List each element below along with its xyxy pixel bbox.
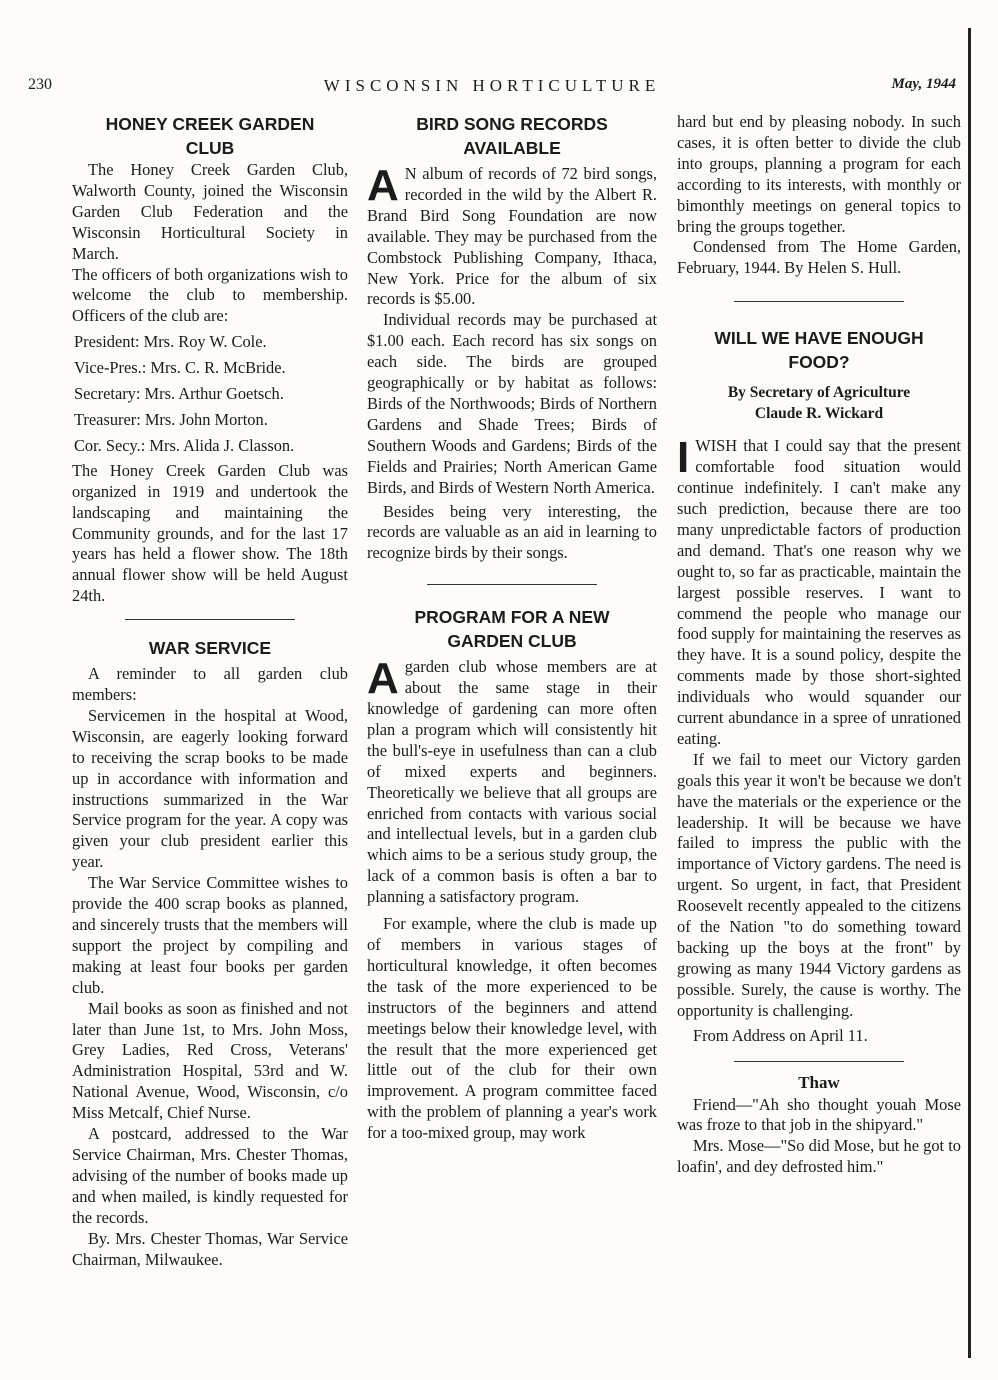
food-byline-2: Claude R. Wickard — [754, 405, 884, 423]
section-divider — [734, 1061, 904, 1062]
section-divider — [734, 301, 904, 302]
section-divider — [125, 619, 295, 620]
page-number: 230 — [28, 76, 52, 93]
honey-creek-title-1: HONEY CREEK GARDEN — [105, 114, 315, 134]
column-2 — [367, 112, 657, 1144]
thaw-p1: Friend—"Ah sho thought youah Mose was froze to that job in the shipyard." — [677, 1094, 961, 1135]
honey-creek-article — [72, 112, 348, 607]
program-p3: hard but end by pleasing nobody. In such cases, it is often better to divide the club into groups, planning a program for each according to its interests, with monthly or bimonthly meetings on general topics to bring the groups together. — [677, 112, 961, 236]
honey-creek-title-2: CLUB — [185, 138, 235, 158]
bird-song-p1-text: N album of records of 72 bird songs, recorded in the wild by the Albert R. Brand Bird Song Foundation are now available. They may be purchased from the Combstock Publishing Company, Ithaca, New York. Price for the album of six records is $5.00. — [367, 164, 657, 309]
program-article — [367, 605, 657, 1144]
drop-cap: A — [367, 161, 399, 210]
officer-vice-president: Vice-Pres.: Mrs. C. R. McBride. — [74, 358, 286, 378]
program-p1-text: garden club whose members are at about the same stage in their knowledge of gardening can more often plan a program which will consistently hit the bull's-eye in usefulness than can a club of mixed experts and beginners. Theoretically we believe that all groups are enriched from contacts with various social and intellectual levels, but in a garden club which aims to be a serious study group, the lack of a common basis is often a bar to planning a satisfactory program. — [367, 657, 657, 907]
food-credit: From Address on April 11. — [693, 1025, 868, 1045]
running-title: WISCONSIN HORTICULTURE — [323, 76, 661, 95]
honey-creek-p3: The Honey Creek Garden Club was organized in 1919 and undertook the landscaping and maintaining the Community grounds, and for the last 17 years has held a flower show. The 18th annual flower show will be held August 24th. — [72, 460, 348, 606]
food-title-1: WILL WE HAVE ENOUGH — [714, 328, 924, 349]
officer-president: President: Mrs. Roy W. Cole. — [74, 332, 267, 352]
officer-treasurer: Treasurer: Mrs. John Morton. — [74, 409, 268, 429]
column-3 — [677, 112, 961, 1178]
program-credit: Condensed from The Home Garden, February, 1944. By Helen S. Hull. — [677, 237, 961, 278]
bird-song-title-2: AVAILABLE — [463, 138, 561, 158]
war-service-p1: A reminder to all garden club members: — [72, 664, 348, 705]
war-service-p2: Servicemen in the hospital at Wood, Wisconsin, are eagerly looking forward to receiving the scrap books to be made up in accordance with information and instructions summarized in the War Service program for the year. A copy was given your club president earlier this year. — [72, 705, 348, 872]
food-article — [677, 326, 961, 1046]
war-service-title: WAR SERVICE — [148, 638, 272, 659]
food-p1 — [677, 433, 961, 750]
war-service-p5: A postcard, addressed to the War Service Chairman, Mrs. Chester Thomas, advising of the number of books made up and when mailed, is kindly requested for the records. — [72, 1124, 348, 1227]
program-title-1: PROGRAM FOR A NEW — [414, 607, 610, 628]
thaw-p2: Mrs. Mose—"So did Mose, but he got to loafin', and dey defrosted him." — [677, 1136, 961, 1177]
food-title-2: FOOD? — [788, 352, 850, 373]
right-margin-rule — [968, 28, 971, 1358]
section-divider — [427, 584, 597, 585]
honey-creek-p1: The Honey Creek Garden Club, Walworth County, joined the Wisconsin Garden Club Federation and the Wisconsin Horticultural Society in March. — [72, 160, 348, 263]
column-1 — [72, 112, 348, 1270]
issue-date: May, 1944 — [891, 76, 956, 92]
war-service-p3: The War Service Committee wishes to provide the 400 scrap books as planned, and sincerely trusts that the members will support the project by compiling and making at least four books per garden club. — [72, 873, 348, 997]
bird-song-title-1: BIRD SONG RECORDS — [416, 114, 608, 134]
thaw-article — [677, 1072, 961, 1179]
war-service-p4: Mail books as soon as finished and not later than June 1st, to Mrs. John Moss, Grey Ladies, Red Cross, Veterans' Administration Hospital, 53rd and W. National Avenue, Wood, Wisconsin, c/o Miss Metcalf, Chief Nurse. — [72, 998, 348, 1123]
food-p1-text: WISH that I could say that the present comfortable food situation would continue indefinitely. I can't make any such prediction, because there are too many unpredictable factors of production and demand. That's one reason why we ought to, so far as practicable, maintain the largest possible reserves. I want to commend the people who manage our food supply for maintaining the reserves as they have. It is a sound policy, despite the comments made by those short-sighted individuals who would squander our current abundance in a spree of unrationed eating. — [677, 436, 961, 748]
bird-song-p2: Individual records may be purchased at $1.00 each. Each record has six songs on each side. The birds are grouped geographically or by habitat as follows: Birds of the Northwoods; Birds of Northern Gardens and Shade Trees; Birds of Southern Woods and Gardens; Birds of the Fields and Prairies; North American Game Birds, and Birds of Western North America. — [367, 310, 657, 497]
bird-song-p1 — [367, 161, 657, 310]
officer-secretary: Secretary: Mrs. Arthur Goetsch. — [74, 384, 284, 404]
drop-cap: I — [677, 433, 690, 483]
program-title-2: GARDEN CLUB — [447, 631, 577, 652]
page-header — [28, 76, 956, 98]
program-p2: For example, where the club is made up of members in various stages of horticultural knowledge, it often becomes the task of the more experienced to be instructors of the beginners and attend meetings below their knowledge level, with the result that the more experienced get little out of the club for their own improvement. A program committee faced with the problem of planning a year's work for a too-mixed group, may work — [367, 914, 657, 1143]
bird-song-p3: Besides being very interesting, the records are valuable as an aid in learning to recognize birds by their songs. — [367, 501, 657, 563]
war-service-article — [72, 636, 348, 1270]
drop-cap: A — [367, 654, 399, 704]
thaw-title: Thaw — [798, 1072, 840, 1092]
program-p1 — [367, 654, 657, 908]
bird-song-article — [367, 112, 657, 564]
food-byline-1: By Secretary of Agriculture — [727, 384, 911, 402]
war-service-p6: By. Mrs. Chester Thomas, War Service Chairman, Milwaukee. — [72, 1228, 348, 1269]
food-p2: If we fail to meet our Victory garden goals this year it won't be because we don't have the materials or the experience or the leadership. It will be because we have failed to impress the public with the importance of Victory gardens. The need is urgent. So urgent, in fact, that President Roosevelt recently appealed to the citizens of the Nation "to do something toward backing up the boys at the front" by growing as many 1944 Victory gardens as possible. Surely, the cause is worthy. The opportunity is challenging. — [677, 749, 961, 1020]
honey-creek-p2: The officers of both organizations wish to welcome the club to membership. Officers of the club are: — [72, 264, 348, 326]
officer-cor-secretary: Cor. Secy.: Mrs. Alida J. Classon. — [74, 435, 295, 455]
